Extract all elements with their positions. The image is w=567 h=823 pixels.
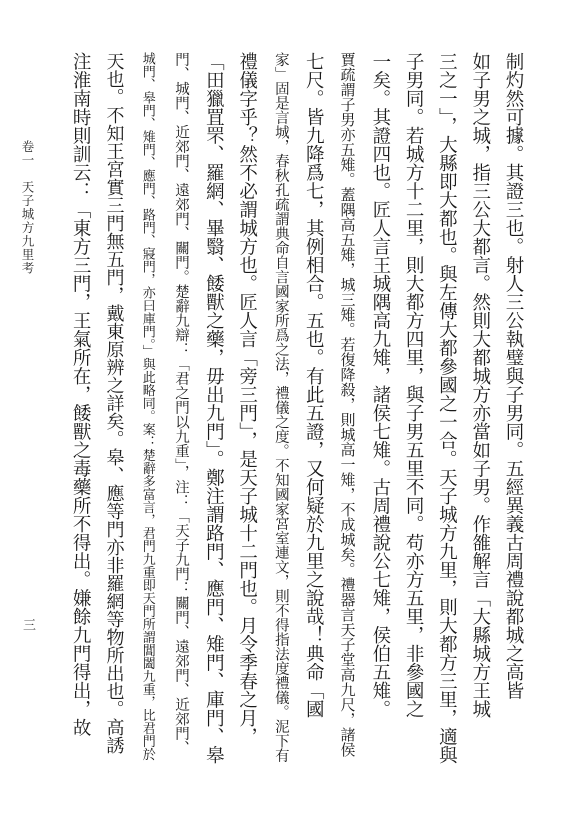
text-column: 三之一」，大縣即大都也。與左傳大都參國之一合。天子城方九里，則大都方三里，適與 [436,52,458,765]
text-column: 門、城門、近郊門、遠郊門、關門。楚辭九辯：「君之門以九重」，注：「天子九門：關門、遠郊門、近郊門、 [173,52,190,756]
text-column: 一矣。其證四也。匠人言王城隅高九雉，諸侯七雉。古周禮說公七雉，侯伯五雉。 [369,52,391,718]
main-text-block [60,52,530,767]
text-column: 家」固是言城，春秋孔疏謂典命自言國家所爲之法，禮儀之度。不知國家宮室連文，則不得指法度禮儀。泥下有 [272,52,289,763]
running-head: 卷一 天子城方九里考 [20,140,35,275]
text-column: 子男同。若城方十二里，則大都方四里，與子男五里不同。苟亦方五里，非參國之 [403,52,425,718]
text-column: 城門、皋門、雉門、應門、路門、寢門，亦曰庫門。」與此略同。案：楚辭多富言，君門九重即天門所謂閶闔九重，比君門於 [139,52,155,761]
text-column: 制灼然可據。其證三也。射人三公執璧與子男同。五經異義古周禮說都城之高皆 [503,52,524,700]
page-number: 三 [20,618,35,631]
text-column: 賈疏謂子男亦五雉。蓋隅高五雉，城三雉。若復降殺，則城高一雉，不成城矣。禮器言天子堂高九尺，諸侯 [338,52,357,757]
text-column: 七尺。皆九降爲七，其例相合。五也。有此五證，又何疑於九里之說哉！典命「國 [303,52,325,718]
text-column: 天也。不知王宮實三門無五門，戴東原辨之詳矣。皋、應等門亦非羅網等物所出也。高誘 [103,52,125,754]
text-column: 如子男之城，指三公大都言。然則大都城方亦當如子男。作雒解言「大縣城方王城 [469,52,491,718]
text-column: 禮儀字乎？然不必謂城方也。匠人言「旁三門」，是天子城十二門也。月令季春之月， [236,52,258,746]
text-column: 「田獵罝罘、羅網、畢翳、餧獸之藥，毋出九門」。鄭注謂路門、應門、雉門、庫門、皋 [203,52,225,765]
text-column: 注淮南時則訓云：「東方三門，王氣所在，餧獸之毒藥所不得出。嫌餘九門得出，故 [70,52,92,737]
